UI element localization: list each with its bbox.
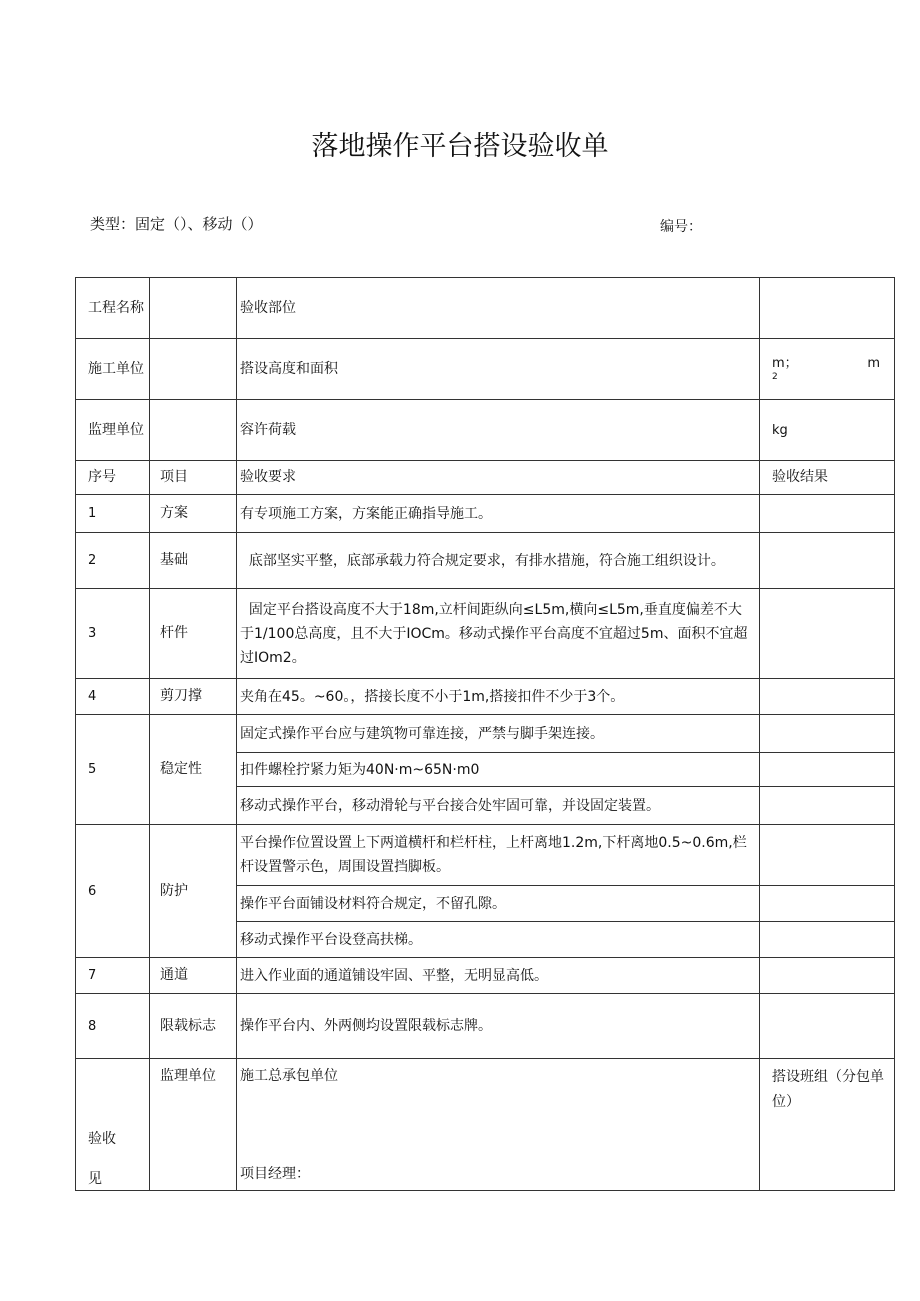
row-result[interactable] bbox=[760, 886, 895, 922]
row-number: 4 bbox=[76, 679, 150, 715]
row-result[interactable] bbox=[760, 958, 895, 994]
row-number: 2 bbox=[76, 533, 150, 589]
construction-unit-value[interactable] bbox=[150, 339, 237, 400]
row-item: 防护 bbox=[150, 825, 237, 958]
page-title: 落地操作平台搭设验收单 bbox=[311, 131, 609, 162]
type-label: 类型：固定（）、移动（） bbox=[90, 215, 263, 233]
row-item: 基础 bbox=[150, 533, 237, 589]
row-number: 7 bbox=[76, 958, 150, 994]
contractor-sign-cell[interactable] bbox=[237, 1059, 760, 1191]
row-requirement: 底部坚实平整，底部承载力符合规定要求，有排水措施，符合施工组织设计。 bbox=[237, 533, 760, 589]
project-name-label: 工程名称 bbox=[76, 278, 150, 339]
row-result[interactable] bbox=[760, 715, 895, 753]
column-header-row bbox=[76, 461, 895, 495]
contractor-sign-label: 施工总承包单位 bbox=[240, 1068, 338, 1084]
row-number: 8 bbox=[76, 994, 150, 1059]
row-item: 杆件 bbox=[150, 589, 237, 679]
row-result[interactable] bbox=[760, 589, 895, 679]
supervision-sign-label: 监理单位 bbox=[160, 1068, 216, 1084]
supervision-unit-value[interactable] bbox=[150, 400, 237, 461]
row-result[interactable] bbox=[760, 922, 895, 958]
height-unit: m； bbox=[772, 356, 798, 371]
requirement-row bbox=[76, 715, 895, 753]
team-sign-cell[interactable] bbox=[760, 1059, 895, 1191]
area-unit-superscript: 2 bbox=[772, 372, 778, 382]
row-requirement: 固定式操作平台应与建筑物可靠连接，严禁与脚手架连接。 bbox=[237, 715, 760, 753]
number-label: 编号： bbox=[660, 219, 702, 235]
requirement-row bbox=[76, 679, 895, 715]
opinion-label bbox=[76, 1059, 150, 1191]
team-sign-label: 搭设班组（分包单位） bbox=[772, 1069, 884, 1110]
row-result[interactable] bbox=[760, 825, 895, 886]
row-item: 稳定性 bbox=[150, 715, 237, 825]
area-unit: m bbox=[867, 356, 880, 371]
col-no-header: 序号 bbox=[76, 461, 150, 495]
requirement-row bbox=[76, 994, 895, 1059]
row-number: 5 bbox=[76, 715, 150, 825]
requirement-row bbox=[76, 825, 895, 886]
row-requirement: 平台操作位置设置上下两道横杆和栏杆柱，上杆离地1.2m,下杆离地0.5~0.6m,栏杆设置警示色，周围设置挡脚板。 bbox=[237, 825, 760, 886]
row-requirement: 有专项施工方案，方案能正确指导施工。 bbox=[237, 495, 760, 533]
col-requirement-header: 验收要求 bbox=[237, 461, 760, 495]
row-requirement: 移动式操作平台设登高扶梯。 bbox=[237, 922, 760, 958]
allowed-load-label: 容许荷载 bbox=[237, 400, 760, 461]
row-result[interactable] bbox=[760, 787, 895, 825]
accept-part-label: 验收部位 bbox=[237, 278, 760, 339]
supervision-unit-label: 监理单位 bbox=[76, 400, 150, 461]
height-area-value[interactable] bbox=[760, 339, 895, 400]
acceptance-table bbox=[75, 277, 895, 1191]
row-requirement: 移动式操作平台，移动滑轮与平台接合处牢固可靠，并设固定装置。 bbox=[237, 787, 760, 825]
row-requirement: 固定平台搭设高度不大于18m,立杆间距纵向≤L5m,横向≤L5m,垂直度偏差不大于1/100总高度，且不大于IOCm。移动式操作平台高度不宜超过5m、面积不宜超过IOm2。 bbox=[237, 589, 760, 679]
info-row-construction bbox=[76, 339, 895, 400]
info-row-supervision bbox=[76, 400, 895, 461]
col-result-header: 验收结果 bbox=[760, 461, 895, 495]
opinion-label-a: 验收 bbox=[88, 1131, 116, 1147]
row-requirement: 操作平台面铺设材料符合规定，不留孔隙。 bbox=[237, 886, 760, 922]
row-number: 6 bbox=[76, 825, 150, 958]
row-result[interactable] bbox=[760, 753, 895, 787]
requirement-row bbox=[76, 495, 895, 533]
row-number: 3 bbox=[76, 589, 150, 679]
requirement-row bbox=[76, 958, 895, 994]
row-number: 1 bbox=[76, 495, 150, 533]
row-requirement: 操作平台内、外两侧均设置限载标志牌。 bbox=[237, 994, 760, 1059]
col-item-header: 项目 bbox=[150, 461, 237, 495]
row-result[interactable] bbox=[760, 533, 895, 589]
row-item: 方案 bbox=[150, 495, 237, 533]
info-row-project bbox=[76, 278, 895, 339]
row-requirement: 扣件螺栓拧紧力矩为40N·m~65N·m0 bbox=[237, 753, 760, 787]
row-item: 通道 bbox=[150, 958, 237, 994]
supervision-sign-cell[interactable] bbox=[150, 1059, 237, 1191]
project-name-value[interactable] bbox=[150, 278, 237, 339]
row-result[interactable] bbox=[760, 994, 895, 1059]
project-manager-label: 项目经理： bbox=[240, 1166, 310, 1182]
row-result[interactable] bbox=[760, 679, 895, 715]
row-item: 限载标志 bbox=[150, 994, 237, 1059]
requirement-row bbox=[76, 533, 895, 589]
accept-part-value[interactable] bbox=[760, 278, 895, 339]
footer-row bbox=[76, 1059, 895, 1191]
row-requirement: 进入作业面的通道铺设牢固、平整，无明显高低。 bbox=[237, 958, 760, 994]
height-area-label: 搭设高度和面积 bbox=[237, 339, 760, 400]
requirement-row bbox=[76, 589, 895, 679]
allowed-load-unit: kg bbox=[760, 400, 895, 461]
row-result[interactable] bbox=[760, 495, 895, 533]
construction-unit-label: 施工单位 bbox=[76, 339, 150, 400]
opinion-label-b: 见 bbox=[88, 1171, 102, 1187]
row-requirement: 夹角在45。~60。，搭接长度不小于1m,搭接扣件不少于3个。 bbox=[237, 679, 760, 715]
row-item: 剪刀撑 bbox=[150, 679, 237, 715]
